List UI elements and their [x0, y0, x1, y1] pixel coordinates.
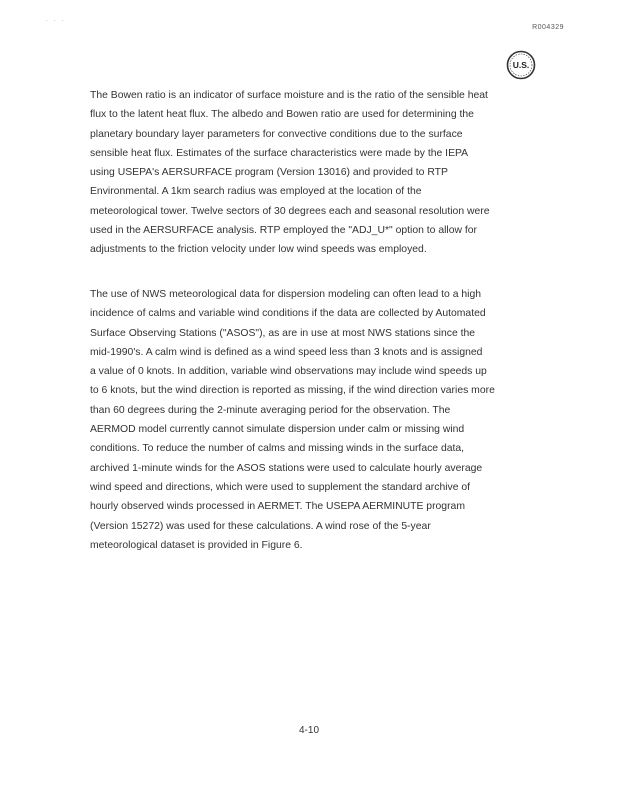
paragraph-line: meteorological dataset is provided in Figure 6.: [90, 539, 303, 551]
paragraph-line: sensible heat flux. Estimates of the surface characteristics were made by the IEPA: [90, 147, 469, 159]
scan-mark: · · ·: [46, 18, 66, 24]
paragraph-line: hourly observed winds processed in AERMET. The USEPA AERMINUTE program: [90, 501, 465, 513]
paragraph-line: (Version 15272) was used for these calculations. A wind rose of the 5-year: [90, 520, 431, 532]
paragraph-line: conditions. To reduce the number of calms and missing winds in the surface data,: [90, 443, 465, 455]
svg-text:U.S.: U.S.: [512, 60, 530, 71]
paragraph-bowen-ratio: [90, 86, 530, 260]
paragraph-line: Surface Observing Stations ("ASOS"), as are in use at most NWS stations since the: [90, 327, 476, 339]
page-number: 4-10: [298, 725, 319, 736]
paragraph-line: The use of NWS meteorological data for dispersion modeling can often lead to a high: [90, 289, 482, 300]
paragraph-line: wind speed and directions, which were used to supplement the standard archive of: [90, 481, 471, 493]
paragraph-line: archived 1-minute winds for the ASOS stations were used to calculate hourly average: [90, 462, 483, 474]
bates-number: R004329: [532, 24, 564, 31]
paragraph-line: mid-1990's. A calm wind is defined as a wind speed less than 3 knots and is assigned: [90, 346, 483, 358]
paragraph-line: flux to the latent heat flux. The albedo and Bowen ratio are used for determining the: [90, 109, 474, 121]
paragraph-line: meteorological tower. Twelve sectors of 30 degrees each and seasonal resolution were: [90, 205, 490, 217]
paragraph-nws-data: [90, 285, 530, 555]
paragraph-line: planetary boundary layer parameters for convective conditions due to the surface: [90, 128, 463, 140]
paragraph-line: The Bowen ratio is an indicator of surface moisture and is the ratio of the sensible heat: [90, 90, 488, 101]
paragraph-line: incidence of calms and variable wind conditions if the data are collected by Automated: [90, 308, 486, 320]
paragraph-line: a value of 0 knots. In addition, variable wind observations may include wind speeds up: [90, 366, 487, 378]
paragraph-line: to 6 knots, but the wind direction is reported as missing, if the wind direction varies more: [90, 385, 495, 397]
seal-stamp-icon: [506, 50, 536, 80]
paragraph-line: AERMOD model currently cannot simulate dispersion under calm or missing wind: [90, 424, 465, 436]
paragraph-line: using USEPA's AERSURFACE program (Version 13016) and provided to RTP: [90, 167, 448, 179]
paragraph-line: Environmental. A 1km search radius was employed at the location of the: [90, 186, 422, 198]
paragraph-line: adjustments to the friction velocity under low wind speeds was employed.: [90, 244, 427, 256]
paragraph-line: than 60 degrees during the 2-minute averaging period for the observation. The: [90, 404, 451, 416]
paragraph-line: used in the AERSURFACE analysis. RTP employed the "ADJ_U*" option to allow for: [90, 225, 478, 237]
